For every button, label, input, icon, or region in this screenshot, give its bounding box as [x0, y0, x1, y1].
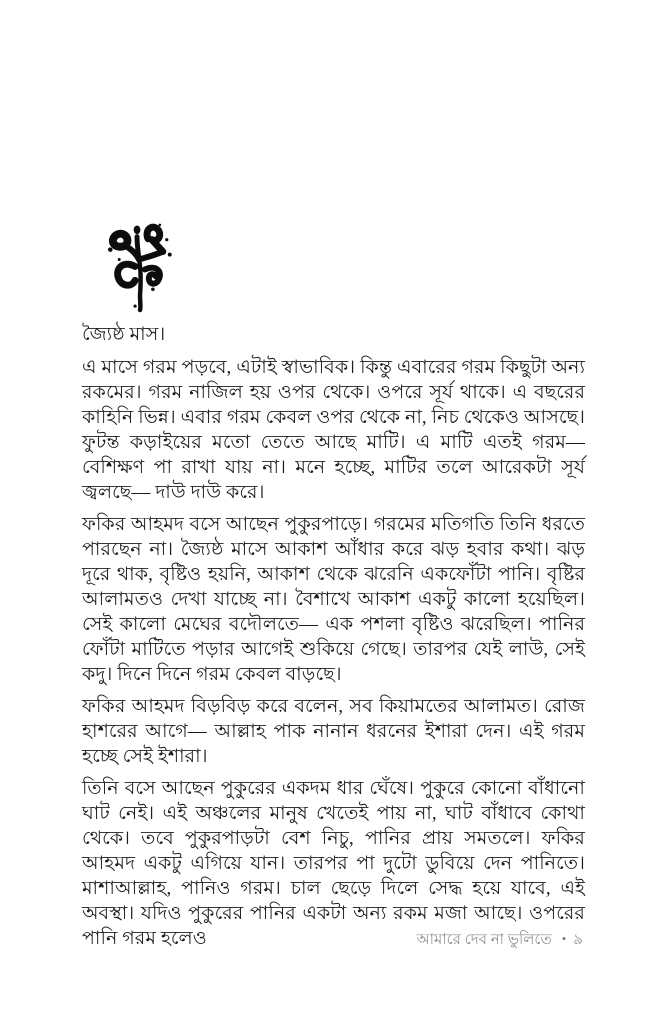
page-body: [82, 322, 585, 958]
paragraph-2: ফকির আহমদ বসে আছেন পুকুরপাড়ে। গরমের মতিগতি তিনি ধরতে পারছেন না। জ্যৈষ্ঠ মাসে আকাশ আঁধার করে ঝড় হবার কথা। ঝড় দূরে থাক, বৃষ্টিও হয়নি, আকাশ থেকে ঝরেনি একফোঁটা পানি। বৃষ্টির আলামতও দেখা যাচ্ছে না। বৈশাখে আকাশ একটু কালো হয়েছিল। সেই কালো মেঘের বদৌলতে— এক পশলা বৃষ্টিও ঝরেছিল। পানির ফোঁটা মাটিতে পড়ার আগেই শুকিয়ে গেছে। তারপর যেই লাউ, সেই কদু। দিনে দিনে গরম কেবল বাড়ছে।: [82, 514, 585, 685]
page-footer: [416, 930, 583, 950]
footer-bullet-icon: •: [561, 931, 567, 946]
chapter-ornament-icon: [100, 210, 182, 314]
chapter-opening-line: জ্যৈষ্ঠ মাস।: [82, 324, 166, 345]
paragraph-1: এ মাসে গরম পড়বে, এটাই স্বাভাবিক। কিন্তু এবারের গরম কিছুটা অন্য রকমের। গরম নাজিল হয় ওপর থেকে। ওপরে সূর্য থাকে। এ বছরের কাহিনি ভিন্ন। এবার গরম কেবল ওপর থেকে না, নিচ থেকেও আসছে। ফুটন্ত কড়াইয়ের মতো তেতে আছে মাটি। এ মাটি এতই গরম— বেশিক্ষণ পা রাখা যায় না। মনে হচ্ছে, মাটির তলে আরেকটা সূর্য জ্বলছে— দাউ দাউ করে।: [82, 357, 585, 503]
page-number: ৯: [573, 932, 583, 948]
paragraph-4: তিনি বসে আছেন পুকুরের একদম ধার ঘেঁষে। পুকুরে কোনো বাঁধানো ঘাট নেই। এই অঞ্চলের মানুষ খেতেই পায় না, ঘাট বাঁধাবে কোথা থেকে। তবে পুকুরপাড়টা বেশ নিচু, পানির প্রায় সমতলে। ফকির আহমদ একটু এগিয়ে যান। তারপর পা দুটো ডুবিয়ে দেন পানিতে। মাশাআল্লাহ, পানিও গরম। চাল ছেড়ে দিলে সেদ্ধ হয়ে যাবে, এই অবস্থা। যদিও পুকুরের পানির একটা অন্য রকম মজা আছে। ওপরের পানি গরম হলেও: [82, 778, 585, 949]
paragraph-3: ফকির আহমদ বিড়বিড় করে বলেন, সব কিয়ামতের আলামত। রোজ হাশরের আগে— আল্লাহ পাক নানান ধরনের ইশারা দেন। এই গরম হচ্ছে সেই ইশারা।: [82, 696, 585, 767]
running-book-title: আমারে দেব না ভুলিতে: [416, 932, 552, 948]
